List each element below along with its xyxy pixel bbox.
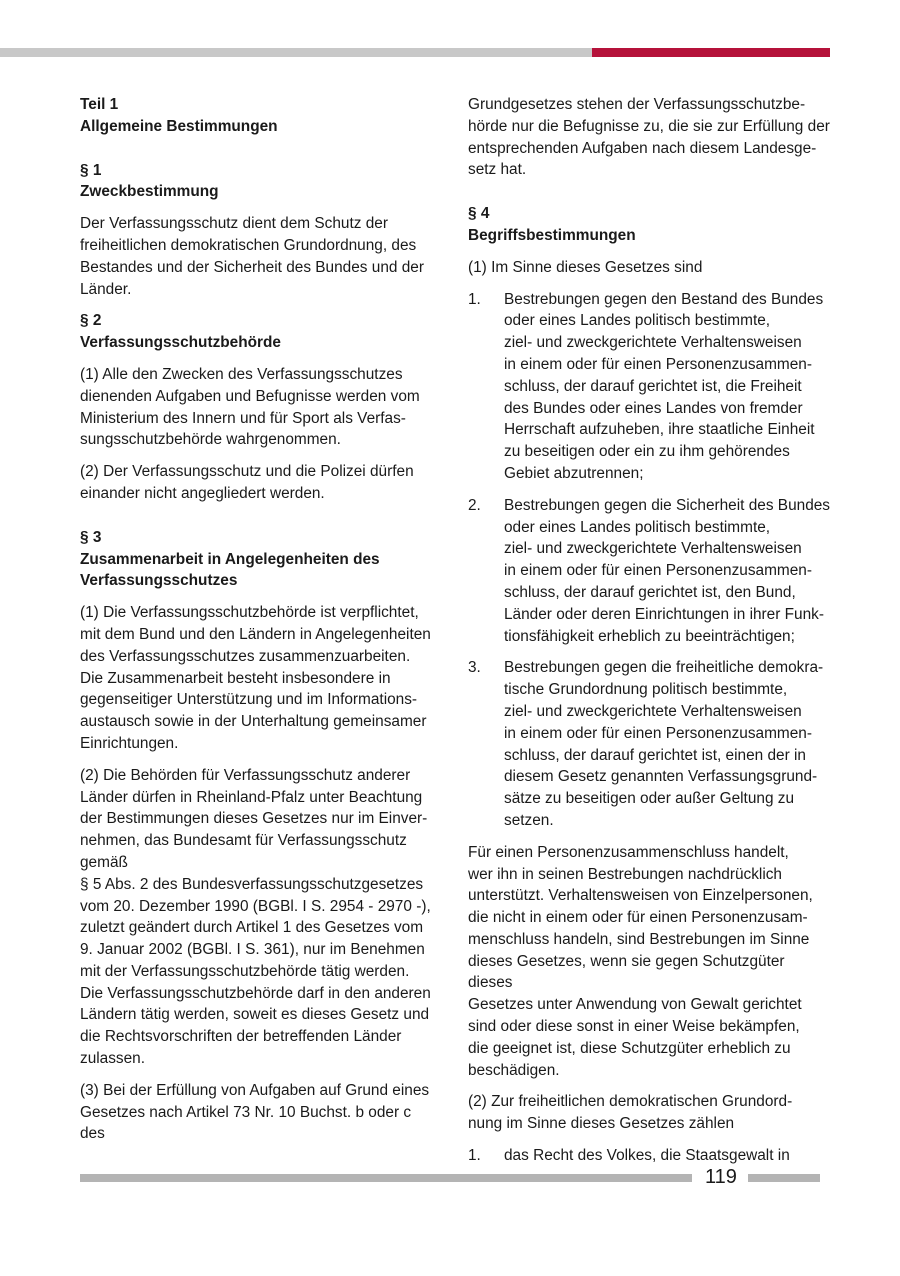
text-line: zuletzt geändert durch Artikel 1 des Gesetzes vom — [80, 919, 424, 937]
text-line: menschluss handeln, sind Bestrebungen im Sinne — [468, 930, 810, 948]
section-3-title-line-1: Zusammenarbeit in Angelegenheiten des — [80, 550, 380, 568]
section-4-number: § 4 — [468, 205, 490, 223]
text-line: des Verfassungsschutzes zusammenzuarbeiten. — [80, 647, 411, 665]
text-line: dieses Gesetzes, wenn sie gegen Schutzgüter dieses — [468, 952, 785, 992]
section-4-title: Begriffsbestimmungen — [468, 226, 636, 244]
section-3-para-2 — [80, 765, 440, 1070]
text-line: Der Verfassungsschutz dient dem Schutz der — [80, 215, 388, 233]
text-line: mit dem Bund und den Ländern in Angelegenheiten — [80, 625, 431, 643]
text-line: Ländern tätig werden, soweit es dieses Gesetz und — [80, 1006, 430, 1024]
text-line: dienenden Aufgaben und Befugnisse werden vom — [80, 387, 420, 405]
right-column — [468, 94, 830, 1167]
section-2-number: § 2 — [80, 312, 102, 330]
text-line: vom 20. Dezember 1990 (BGBl. I S. 2954 - 2970 -), — [80, 897, 431, 915]
text-line: setz hat. — [468, 161, 527, 179]
list-item — [468, 657, 830, 831]
section-1-text — [80, 213, 440, 300]
text-line: schluss, der darauf gerichtet ist, die Freiheit — [504, 377, 802, 395]
text-line: das Recht des Volkes, die Staatsgewalt in — [504, 1147, 790, 1165]
list-item-number: 1. — [468, 290, 481, 308]
text-line: tische Grundordnung politisch bestimmte, — [504, 681, 788, 699]
section-2-para-1 — [80, 364, 440, 451]
text-line: gegenseitiger Unterstützung und im Informations- — [80, 691, 418, 709]
text-line: 9. Januar 2002 (BGBl. I S. 361), nur im Benehmen — [80, 941, 425, 959]
section-4-intro: (1) Im Sinne dieses Gesetzes sind — [468, 258, 703, 276]
text-line: ziel- und zweckgerichtete Verhaltensweisen — [504, 702, 802, 720]
text-line: Gesetzes unter Anwendung von Gewalt gerichtet — [468, 996, 802, 1014]
text-line: Gebiet abzutrennen; — [504, 464, 644, 482]
text-line: sungsschutzbehörde wahrgenommen. — [80, 431, 341, 449]
text-line: tionsfähigkeit erheblich zu beeinträchtigen; — [504, 627, 795, 645]
page-number: 119 — [705, 1166, 737, 1188]
text-line: setzen. — [504, 811, 554, 829]
text-line: Gesetzes nach Artikel 73 Nr. 10 Buchst. b oder c des — [80, 1103, 412, 1143]
text-line: beschädigen. — [468, 1061, 560, 1079]
footer-bar-left — [80, 1174, 692, 1182]
text-line: zu beseitigen oder ein zu ihm gehörendes — [504, 443, 790, 461]
text-line: sind oder diese sonst in einer Weise bekämpfen, — [468, 1018, 800, 1036]
text-line: (3) Bei der Erfüllung von Aufgaben auf Grund eines — [80, 1081, 430, 1099]
text-line: Länder. — [80, 280, 132, 298]
text-line: die geeignet ist, diese Schutzgüter erheblich zu — [468, 1039, 791, 1057]
text-line: Bestandes und der Sicherheit des Bundes und der — [80, 258, 424, 276]
text-line: Einrichtungen. — [80, 734, 179, 752]
text-line: die Rechtsvorschriften der betreffenden Länder — [80, 1028, 402, 1046]
text-line: Bestrebungen gegen den Bestand des Bundes — [504, 290, 824, 308]
text-line: schluss, der darauf gerichtet ist, den Bund, — [504, 583, 796, 601]
text-line: Die Zusammenarbeit besteht insbesondere in — [80, 669, 391, 687]
text-line: die nicht in einem oder für einen Personenzusam- — [468, 909, 808, 927]
top-bar-accent — [592, 48, 830, 57]
list-item-number: 1. — [468, 1147, 481, 1165]
text-line: oder eines Landes politisch bestimmte, — [504, 312, 771, 330]
footer-bar-right — [748, 1174, 820, 1182]
section-3-para-3 — [80, 1080, 440, 1145]
text-line: des Bundes oder eines Landes von fremder — [504, 399, 803, 417]
section-1-number: § 1 — [80, 161, 102, 179]
text-line: Bestrebungen gegen die Sicherheit des Bundes — [504, 496, 831, 514]
top-bar-gray — [0, 48, 592, 57]
text-line: zulassen. — [80, 1050, 146, 1068]
text-line: Bestrebungen gegen die freiheitliche demokra- — [504, 659, 824, 677]
text-line: der Bestimmungen dieses Gesetzes nur im Einver- — [80, 810, 428, 828]
text-line: (2) Zur freiheitlichen demokratischen Grundord- — [468, 1093, 793, 1111]
text-line: entsprechenden Aufgaben nach diesem Landesge- — [468, 139, 817, 157]
text-line: freiheitlichen demokratischen Grundordnung, des — [80, 236, 417, 254]
text-line: (1) Die Verfassungsschutzbehörde ist verpflichtet, — [80, 604, 419, 622]
text-line: in einem oder für einen Personenzusammen- — [504, 724, 812, 742]
text-line: in einem oder für einen Personenzusammen- — [504, 355, 812, 373]
list-item — [468, 1145, 830, 1167]
text-line: ziel- und zweckgerichtete Verhaltensweisen — [504, 540, 802, 558]
text-line: schluss, der darauf gerichtet ist, einen der in — [504, 746, 806, 764]
text-line: nung im Sinne dieses Gesetzes zählen — [468, 1115, 735, 1133]
part-title: Allgemeine Bestimmungen — [80, 117, 278, 135]
text-line: wer ihn in seinen Bestrebungen nachdrücklich — [468, 865, 782, 883]
text-line: (1) Alle den Zwecken des Verfassungsschutzes — [80, 365, 403, 383]
section-3-title-line-2: Verfassungsschutzes — [80, 572, 238, 590]
list-item-number: 3. — [468, 659, 481, 677]
text-line: Für einen Personenzusammenschluss handelt, — [468, 843, 789, 861]
section-1-title: Zweckbestimmung — [80, 183, 219, 201]
text-line: Ministerium des Innern und für Sport als Verfas- — [80, 409, 406, 427]
section-3-number: § 3 — [80, 528, 102, 546]
text-line: gemäß — [80, 853, 128, 871]
section-2-title: Verfassungsschutzbehörde — [80, 334, 281, 352]
left-column — [80, 94, 440, 1145]
text-line: (2) Der Verfassungsschutz und die Polizei dürfen — [80, 463, 414, 481]
section-3-continuation — [468, 94, 830, 181]
text-line: § 5 Abs. 2 des Bundesverfassungsschutzgesetzes — [80, 875, 424, 893]
text-line: Grundgesetzes stehen der Verfassungsschutzbe- — [468, 96, 806, 113]
text-line: Die Verfassungsschutzbehörde darf in den anderen — [80, 984, 431, 1002]
text-line: nehmen, das Bundesamt für Verfassungsschutz — [80, 832, 407, 850]
text-line: einander nicht angegliedert werden. — [80, 484, 325, 502]
text-line: mit der Verfassungsschutzbehörde tätig werden. — [80, 962, 410, 980]
list-item — [468, 495, 830, 648]
text-line: austausch sowie in der Unterhaltung gemeinsamer — [80, 713, 427, 731]
text-line: hörde nur die Befugnisse zu, die sie zur Erfüllung der — [468, 117, 830, 135]
text-line: (2) Die Behörden für Verfassungsschutz anderer — [80, 766, 411, 784]
section-4-paragraph — [468, 842, 830, 1082]
text-line: ziel- und zweckgerichtete Verhaltensweisen — [504, 334, 802, 352]
section-2-para-2 — [80, 461, 440, 505]
section-4-para-2 — [468, 1091, 830, 1135]
text-line: Herrschaft aufzuheben, ihre staatliche Einheit — [504, 421, 815, 439]
list-item — [468, 289, 830, 485]
section-3-para-1 — [80, 602, 440, 755]
text-line: unterstützt. Verhaltensweisen von Einzelpersonen, — [468, 887, 813, 905]
list-item-number: 2. — [468, 496, 481, 514]
part-label: Teil 1 — [80, 96, 119, 113]
text-line: Länder dürfen in Rheinland-Pfalz unter Beachtung — [80, 788, 423, 806]
text-line: in einem oder für einen Personenzusammen- — [504, 562, 812, 580]
text-line: oder eines Landes politisch bestimmte, — [504, 518, 771, 536]
text-line: sätze zu beseitigen oder außer Geltung zu — [504, 790, 795, 808]
text-line: diesem Gesetz genannten Verfassungsgrund- — [504, 768, 818, 786]
text-line: Länder oder deren Einrichtungen in ihrer Funk- — [504, 605, 824, 623]
